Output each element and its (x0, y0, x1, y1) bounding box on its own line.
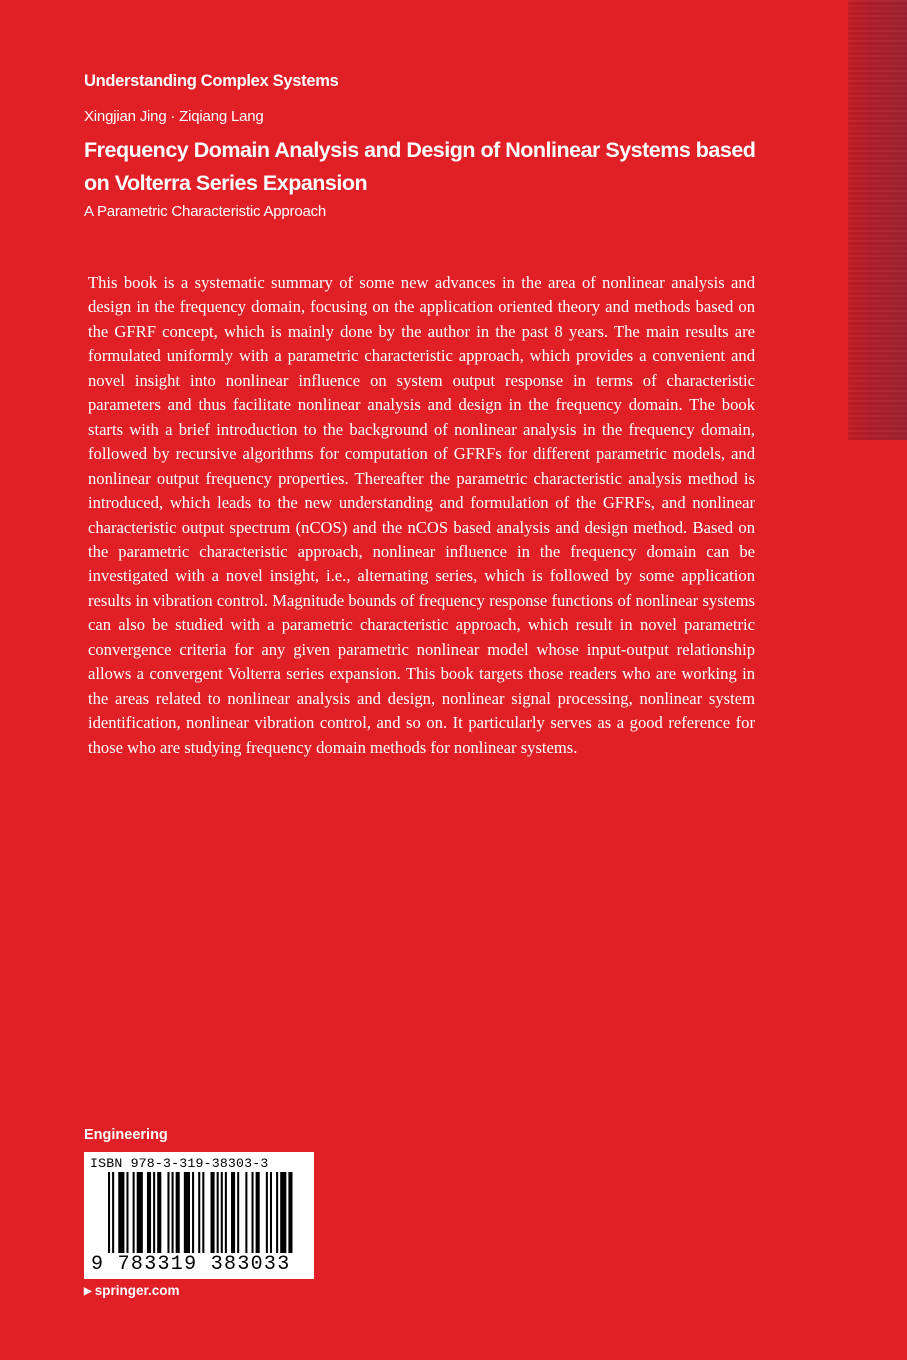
spine-edge-strip (848, 0, 907, 440)
book-title: Frequency Domain Analysis and Design of Nonlinear Systems based on Volterra Series Expansion (84, 138, 756, 195)
isbn-label: ISBN 978-3-319-38303-3 (90, 1156, 269, 1171)
book-description: This book is a systematic summary of some new advances in the area of nonlinear analysis and design in the frequency domain, focusing on the application oriented theory and methods based on the GFRF concept, which is mainly done by the author in the past 8 years. The main results are formulated uniformly with a parametric characteristic approach, which provides a convenient and novel insight into nonlinear influence on system output response in terms of characteristic parameters and thus facilitate nonlinear analysis and design in the frequency domain. The book starts with a brief introduction to the background of nonlinear analysis in the frequency domain, followed by recursive algorithms for computation of GFRFs for different parametric models, and nonlinear output frequency properties. Thereafter the parametric characteristic analysis method is introduced, which leads to the new understanding and formulation of the GFRFs, and nonlinear characteristic output spectrum (nCOS) and the nCOS based analysis and design method. Based on the parametric characteristic approach, nonlinear influence in the frequency domain can be investigated with a novel insight, i.e., alternating series, which is followed by some application results in vibration control. Magnitude bounds of frequency response functions of nonlinear systems can also be studied with a parametric characteristic approach, which result in novel parametric convergence criteria for any given parametric nonlinear model whose input-output relationship allows a convergent Volterra series expansion. This book targets those readers who are working in the areas related to nonlinear analysis and design, nonlinear signal processing, nonlinear system identification, nonlinear vibration control, and so on. It particularly serves as a good reference for those who are studying frequency domain methods for nonlinear systems. (88, 273, 755, 757)
publisher-link-text: springer.com (94, 1283, 180, 1298)
barcode-bars (108, 1172, 298, 1264)
barcode-digits: 9 783319 383033 (91, 1253, 313, 1276)
book-subtitle: A Parametric Characteristic Approach (84, 203, 327, 220)
isbn-barcode (84, 1152, 314, 1279)
series-name: Understanding Complex Systems (84, 72, 339, 90)
subject-category: Engineering (84, 1127, 168, 1143)
book-authors: Xingjian Jing · Ziqiang Lang (84, 108, 264, 125)
publisher-url (84, 1283, 179, 1298)
triangle-right-icon: ▶ (84, 1286, 92, 1297)
